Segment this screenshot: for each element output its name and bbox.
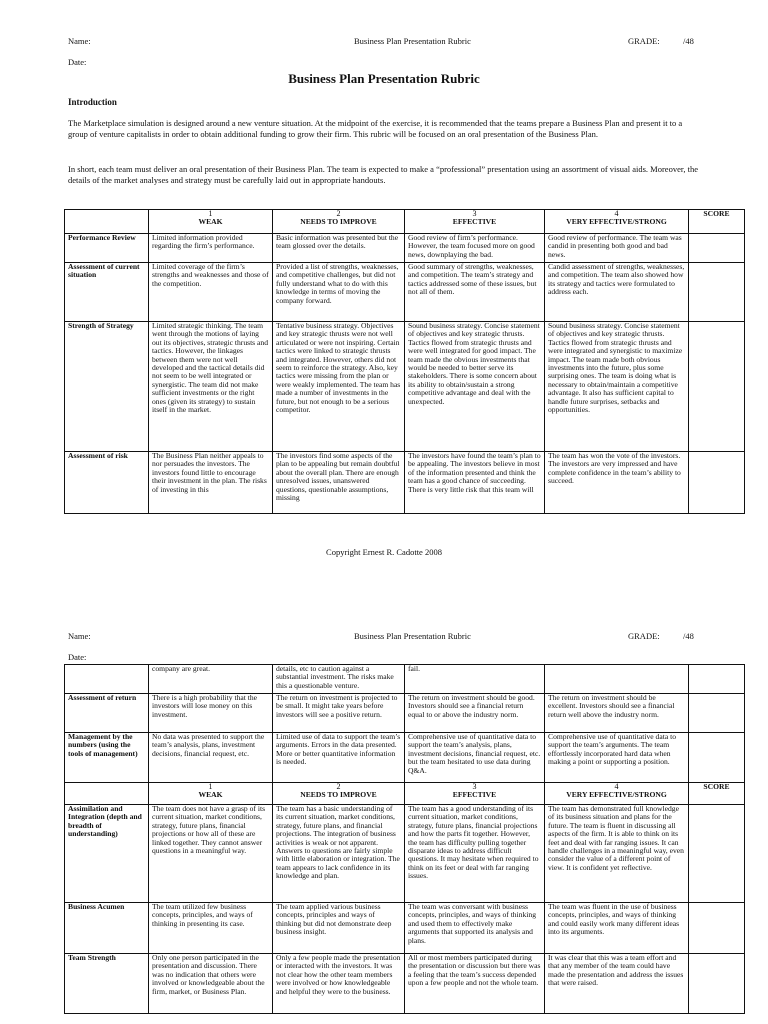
criterion-label: Performance Review xyxy=(65,234,149,263)
level-very-effective: 4 VERY EFFECTIVE/STRONG xyxy=(545,210,689,234)
copyright: Copyright Ernest R. Cadotte 2008 xyxy=(326,547,442,557)
table-row xyxy=(65,694,745,733)
rubric-cell: Comprehensive use of quantitative data to support the team’s arguments. The team effortlessly incorporated hard data when making a point or supporting a position. xyxy=(545,733,689,783)
rubric-cell xyxy=(545,665,689,694)
table-row xyxy=(65,954,745,1014)
rubric-cell: There is a high probability that the investors will lose money on this investment. xyxy=(149,694,273,733)
level-very-effective: 4 VERY EFFECTIVE/STRONG xyxy=(545,783,689,805)
criterion-label: Assessment of risk xyxy=(65,452,149,514)
rubric-cell: Limited coverage of the firm’s strengths and weaknesses and those of the competition. xyxy=(149,263,273,322)
rubric-cell: It was clear that this was a team effort and that any member of the team could have made the presentation and address the issues that were raised. xyxy=(545,954,689,1014)
header-title: Business Plan Presentation Rubric xyxy=(354,631,471,641)
level-header-row xyxy=(65,210,745,234)
score-cell[interactable] xyxy=(689,954,745,1014)
rubric-cell: The team does not have a grasp of its current situation, market conditions, strategy, future plans, financial projections or how all of these are linked together. They cannot answer questions in a meaningful way. xyxy=(149,805,273,903)
score-cell[interactable] xyxy=(689,694,745,733)
grade-label: GRADE: xyxy=(628,631,660,641)
criterion-label: Strength of Strategy xyxy=(65,322,149,452)
score-cell[interactable] xyxy=(689,805,745,903)
rubric-cell: The return on investment should be excellent. Investors should see a financial return well above the industry norm. xyxy=(545,694,689,733)
table-row xyxy=(65,263,745,322)
rubric-cell: All or most members participated during the presentation or discussion but there was a feeling that the team’s success depended upon a few people and not the whole team. xyxy=(405,954,545,1014)
rubric-cell: Good review of performance. The team was candid in presenting both good and bad news. xyxy=(545,234,689,263)
rubric-cell: Provided a list of strengths, weaknesses, and competitive challenges, but did not fully understand what to do with this knowledge in terms of moving the company forward. xyxy=(273,263,405,322)
grade-total: /48 xyxy=(683,36,694,46)
table-row xyxy=(65,733,745,783)
name-label: Name: xyxy=(68,36,91,46)
rubric-table-page-2 xyxy=(64,664,745,1014)
rubric-cell: The team was fluent in the use of business concepts, principles, and ways of thinking and could easily work many different ideas into its arguments. xyxy=(545,903,689,954)
rubric-cell: The team was conversant with business concepts, principles, and ways of thinking and used them to effectively make arguments that supported its analysis and plans. xyxy=(405,903,545,954)
criterion-label: Management by the numbers (using the tools of management) xyxy=(65,733,149,783)
rubric-cell: Sound business strategy. Concise statement of objectives and key strategic thrusts. Tactics flowed from strategic thrusts and were integrated and synergistic to maximize impact. The team made both obvious investments into the future, plus some surprising ones. The team is doing what is necessary to obtain/maintain a competitive advantage. It also has sufficient capital to handle future surprises, setbacks and opportunities. xyxy=(545,322,689,452)
date-label: Date: xyxy=(68,57,87,67)
criterion-label: Assessment of return xyxy=(65,694,149,733)
level-needs-to-improve: 2 NEEDS TO IMPROVE xyxy=(273,783,405,805)
rubric-cell: The team has won the vote of the investors. The investors are very impressed and have complete confidence in the team’s ability to succeed. xyxy=(545,452,689,514)
criterion-label: Team Strength xyxy=(65,954,149,1014)
rubric-cell: details, etc to caution against a substantial investment. The risks make this a questionable venture. xyxy=(273,665,405,694)
intro-paragraph-2: In short, each team must deliver an oral presentation of their Business Plan. The team is expected to make a “professional” presentation using an assortment of visual aids. Moreover, the details of the market analyses and strategy must be carefully laid out in appropriate handouts. xyxy=(68,164,698,185)
rubric-cell: The investors find some aspects of the plan to be appealing but remain doubtful about the overall plan. There are enough unresolved issues, unanswered questions, questionable assumptions, missing xyxy=(273,452,405,514)
blank-corner xyxy=(65,210,149,234)
rubric-cell: The Business Plan neither appeals to nor persuades the investors. The investors found little to encourage their investment in the plan. The risks of investing in this xyxy=(149,452,273,514)
intro-heading: Introduction xyxy=(68,97,117,107)
rubric-cell: Limited strategic thinking. The team went through the motions of laying out its objectives, strategic thrusts and tactics. However, the linkages between them were not well developed and the tactical details did not seem to be well integrated or synergistic. The team did not make sufficient investments or the right ones (given its strategy) to sustain itself in the market. xyxy=(149,322,273,452)
criterion-label: Assimilation and Integration (depth and breadth of understanding) xyxy=(65,805,149,903)
rubric-cell: company are great. xyxy=(149,665,273,694)
rubric-cell: No data was presented to support the team’s analysis, plans, investment decisions, financial request, etc. xyxy=(149,733,273,783)
level-weak: 1 WEAK xyxy=(149,210,273,234)
criterion-label xyxy=(65,665,149,694)
table-row xyxy=(65,805,745,903)
page-title: Business Plan Presentation Rubric xyxy=(288,71,480,86)
rubric-cell: The team has demonstrated full knowledge of its business situation and plans for the future. The team is fluent in discussing all aspects of the firm. It is able to think on its feet and deal with far ranging issues. It can handle challenges in a meaningful way, even consider the value of a different point of view. It is confident yet reflective. xyxy=(545,805,689,903)
rubric-cell: Good summary of strengths, weaknesses, and competition. The team’s strategy and tactics addressed some of these issues, but not all of them. xyxy=(405,263,545,322)
score-header: SCORE xyxy=(689,210,745,234)
rubric-cell: Basic information was presented but the team glossed over the details. xyxy=(273,234,405,263)
rubric-cell: The investors have found the team’s plan to be appealing. The investors believe in most of the information presented and think the team has a good chance of succeeding. There is very little risk that this team will xyxy=(405,452,545,514)
rubric-cell: The team applied various business concepts, principles and ways of thinking but did not demonstrate deep business insight. xyxy=(273,903,405,954)
rubric-cell: Comprehensive use of quantitative data to support the team’s analysis, plans, investment decisions, financial request, etc. but the team hesitated to use data during Q&A. xyxy=(405,733,545,783)
rubric-cell: The team has a good understanding of its current situation, market conditions, strategy, future plans, financial projections and how the parts fit together. However, the team has difficulty pulling together disparate ideas to address difficult questions. It may hesitate when required to think on its feet or deal with far ranging issues. xyxy=(405,805,545,903)
level-effective: 3 EFFECTIVE xyxy=(405,783,545,805)
score-cell[interactable] xyxy=(689,665,745,694)
score-cell[interactable] xyxy=(689,452,745,514)
rubric-cell: fail. xyxy=(405,665,545,694)
rubric-cell: Limited information provided regarding the firm’s performance. xyxy=(149,234,273,263)
score-cell[interactable] xyxy=(689,733,745,783)
rubric-cell: Candid assessment of strengths, weaknesses, and competition. The team also showed how its strategy and tactics were formulated to address each. xyxy=(545,263,689,322)
table-row xyxy=(65,903,745,954)
rubric-cell: Only a few people made the presentation or interacted with the investors. It was not clear how the other team members were involved or how knowledgeable and helpful they were to the business. xyxy=(273,954,405,1014)
criterion-label: Assessment of current situation xyxy=(65,263,149,322)
rubric-cell: The return on investment should be good. Investors should see a financial return equal to or above the industry norm. xyxy=(405,694,545,733)
table-row xyxy=(65,322,745,452)
header-title: Business Plan Presentation Rubric xyxy=(354,36,471,46)
rubric-cell: The return on investment is projected to be small. It might take years before investors will see a positive return. xyxy=(273,694,405,733)
grade-label: GRADE: xyxy=(628,36,660,46)
name-label: Name: xyxy=(68,631,91,641)
rubric-cell: The team has a basic understanding of its current situation, market conditions, strategy, future plans, and financial projections. The integration of business activities is weak or not apparent. Answers to questions are fairly simple with little elaboration or integration. The team appears to lack confidence in its knowledge and plan. xyxy=(273,805,405,903)
level-effective: 3 EFFECTIVE xyxy=(405,210,545,234)
rubric-cell: Sound business strategy. Concise statement of objectives and key strategic thrusts. Tactics flowed from strategic thrusts and were well integrated for good impact. The team made the obvious investments that would be needed to better serve its stakeholders. There is some concern about its ability to obtain/sustain a strong competitive advantage and deal with the unexpected. xyxy=(405,322,545,452)
rubric-cell: Good review of firm’s performance. However, the team focused more on good news, downplaying the bad. xyxy=(405,234,545,263)
rubric-cell: Only one person participated in the presentation and discussion. There was no indication that others were involved or knowledgeable about the firm, market, or Business Plan. xyxy=(149,954,273,1014)
rubric-cell: Tentative business strategy. Objectives and key strategic thrusts were not well articulated or were not inspiring. Certain tactics were linked to strategic thrusts and integrated. However, others did not seem to reinforce the strategy. Also, key tactics were missing from the plan or were weakly implemented. The team has made a number of investments in the future, but not enough to be a serious competitor. xyxy=(273,322,405,452)
level-needs-to-improve: 2 NEEDS TO IMPROVE xyxy=(273,210,405,234)
rubric-table-page-1 xyxy=(64,209,745,514)
date-label: Date: xyxy=(68,652,87,662)
blank-corner xyxy=(65,783,149,805)
score-cell[interactable] xyxy=(689,263,745,322)
rubric-cell: The team utilized few business concepts, principles, and ways of thinking in presenting its case. xyxy=(149,903,273,954)
level-weak: 1 WEAK xyxy=(149,783,273,805)
score-cell[interactable] xyxy=(689,903,745,954)
criterion-label: Business Acumen xyxy=(65,903,149,954)
table-row xyxy=(65,452,745,514)
level-header-row xyxy=(65,783,745,805)
rubric-cell: Limited use of data to support the team’s arguments. Errors in the data presented. More or better quantitative information is needed. xyxy=(273,733,405,783)
score-header: SCORE xyxy=(689,783,745,805)
grade-total: /48 xyxy=(683,631,694,641)
table-row xyxy=(65,665,745,694)
table-row xyxy=(65,234,745,263)
intro-paragraph-1: The Marketplace simulation is designed around a new venture situation. At the midpoint of the exercise, it is recommended that the teams prepare a Business Plan and present it to a group of venture capitalists in order to obtain additional funding to grow their firm. This rubric will be focused on an oral presentation of the Business Plan. xyxy=(68,118,683,139)
score-cell[interactable] xyxy=(689,322,745,452)
score-cell[interactable] xyxy=(689,234,745,263)
